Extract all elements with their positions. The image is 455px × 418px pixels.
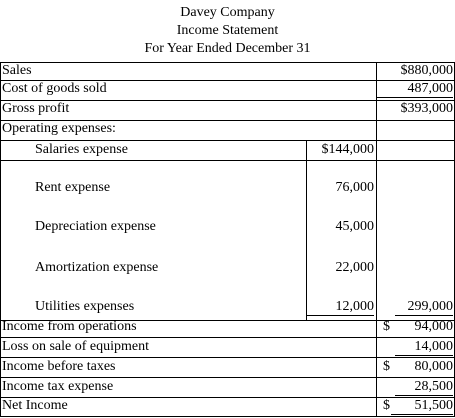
row-income-from-operations xyxy=(0,319,455,339)
row-label: Utilities expenses xyxy=(35,299,135,314)
row-total: 299,000 xyxy=(395,299,453,316)
row-amount: 487,000 xyxy=(377,81,453,98)
statement-title: Income Statement xyxy=(176,23,279,38)
row-amount: 51,500 xyxy=(391,398,453,417)
row-gross-profit xyxy=(0,101,455,121)
row-amount: 28,500 xyxy=(395,379,453,396)
row-label: Gross profit xyxy=(2,101,70,116)
row-label: Rent expense xyxy=(35,180,111,195)
row-label: Depreciation expense xyxy=(35,219,156,234)
company-name: Davey Company xyxy=(180,5,275,20)
row-amount: 22,000 xyxy=(335,260,374,275)
row-amount: 14,000 xyxy=(395,339,453,356)
row-label: Income from operations xyxy=(2,319,137,334)
row-label: Sales xyxy=(2,63,32,78)
row-net-income xyxy=(0,398,455,418)
row-label: Salaries expense xyxy=(35,142,128,157)
row-rent xyxy=(0,180,455,200)
row-amount: $393,000 xyxy=(400,101,453,116)
row-amount: 76,000 xyxy=(335,180,374,195)
row-label: Net Income xyxy=(2,398,68,413)
row-label: Income tax expense xyxy=(2,379,114,394)
row-utilities xyxy=(0,299,455,319)
row-label: Amortization expense xyxy=(35,260,159,275)
row-salaries xyxy=(0,142,455,162)
row-label: Income before taxes xyxy=(2,359,116,374)
row-sales xyxy=(0,63,455,83)
row-amount: $880,000 xyxy=(400,63,453,78)
row-label: Operating expenses: xyxy=(2,121,116,136)
row-amount: 45,000 xyxy=(335,219,374,234)
row-operating-expenses-header xyxy=(0,121,455,141)
row-amount: 12,000 xyxy=(306,299,374,316)
row-amount: 80,000 xyxy=(414,359,453,374)
row-income-before-taxes xyxy=(0,359,455,379)
row-amount: $144,000 xyxy=(321,142,374,157)
statement-period: For Year Ended December 31 xyxy=(144,41,311,56)
row-amount: 94,000 xyxy=(414,319,453,334)
row-label: Loss on sale of equipment xyxy=(2,339,149,354)
currency-symbol: $ xyxy=(383,398,390,413)
row-loss-on-sale xyxy=(0,339,455,359)
row-depreciation xyxy=(0,219,455,239)
currency-symbol: $ xyxy=(383,319,390,334)
row-cogs xyxy=(0,81,455,101)
row-income-tax xyxy=(0,379,455,399)
row-amortization xyxy=(0,260,455,280)
currency-symbol: $ xyxy=(383,359,390,374)
row-label: Cost of goods sold xyxy=(2,81,107,96)
